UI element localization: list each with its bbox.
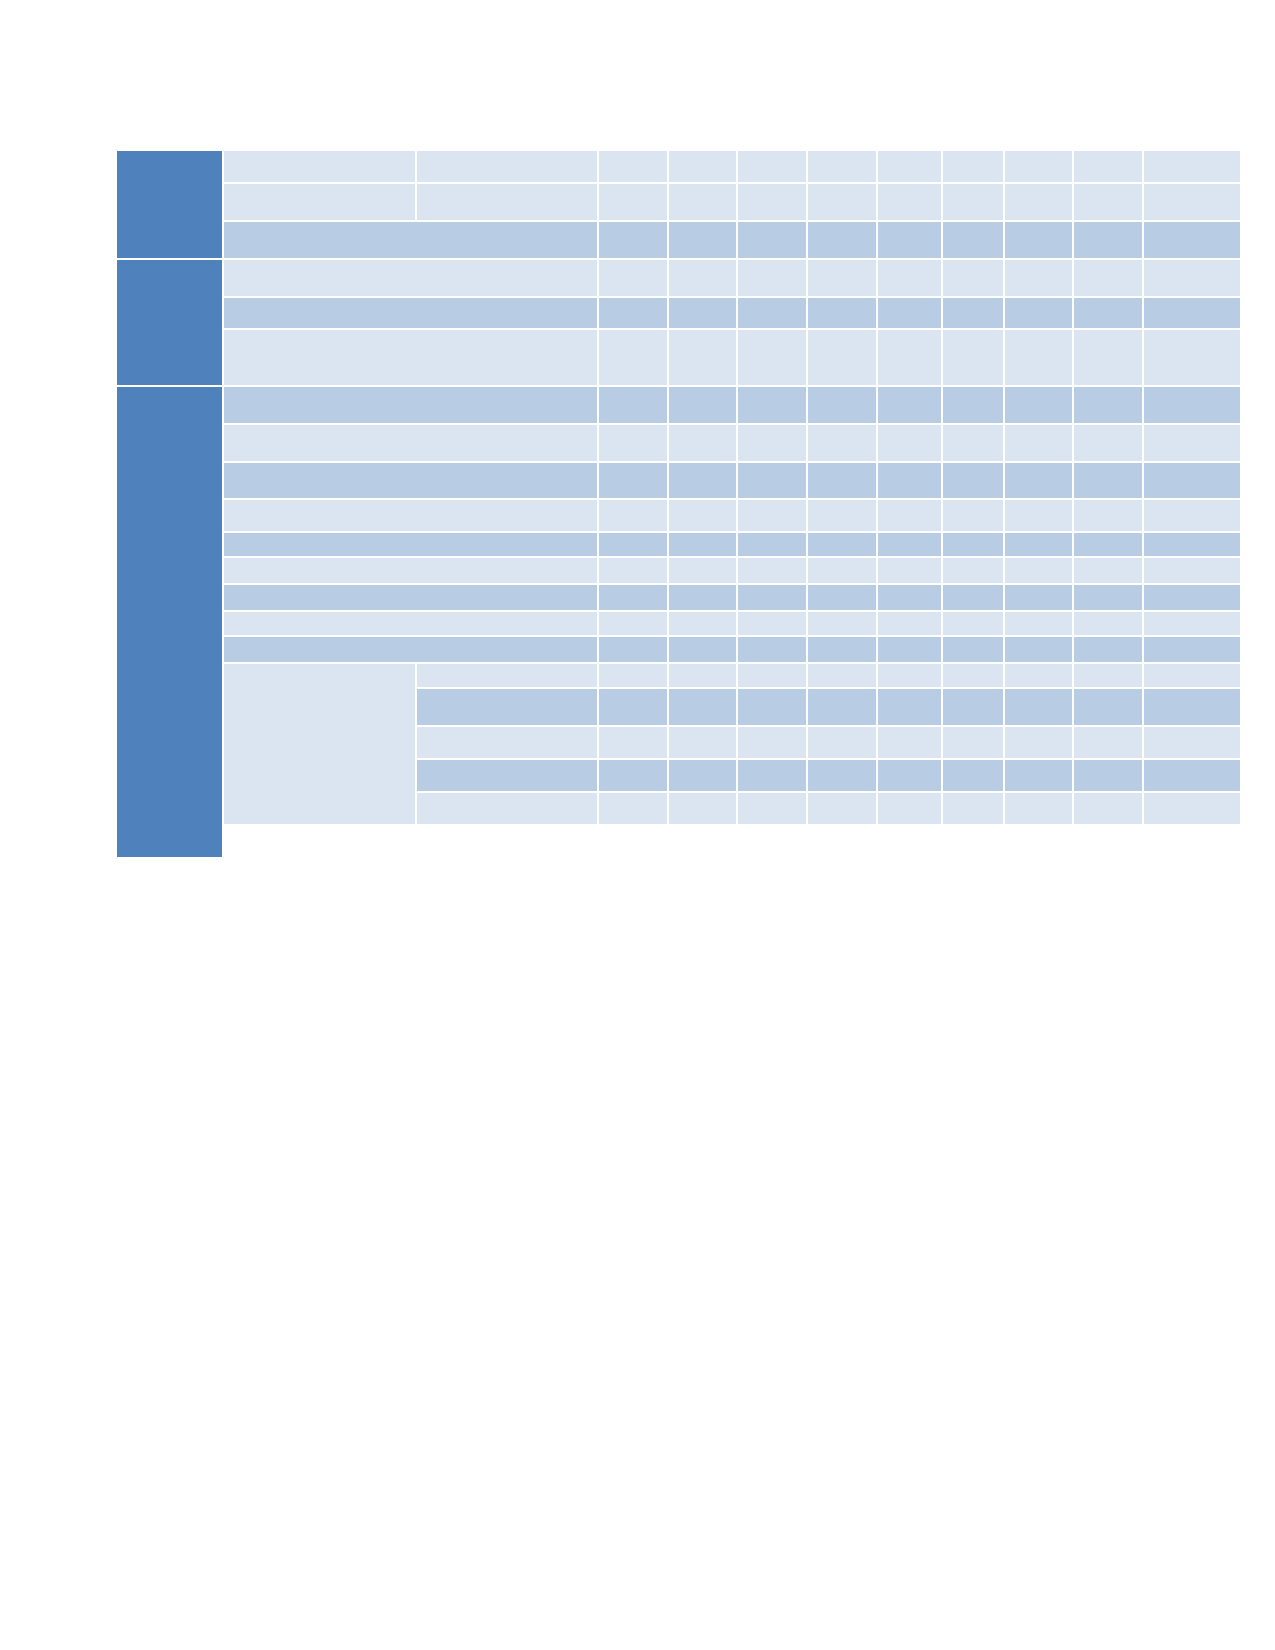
value-cell bbox=[1143, 297, 1241, 329]
value-cell bbox=[877, 150, 943, 183]
value-cell bbox=[1073, 663, 1143, 688]
value-cell bbox=[737, 726, 807, 759]
value-cell bbox=[877, 259, 943, 297]
programme-name bbox=[223, 557, 598, 584]
value-cell bbox=[877, 688, 943, 726]
value-cell bbox=[598, 688, 668, 726]
value-cell bbox=[807, 663, 877, 688]
value-cell bbox=[1073, 759, 1143, 792]
value-cell bbox=[598, 611, 668, 636]
value-cell bbox=[877, 792, 943, 825]
value-cell bbox=[1073, 532, 1143, 557]
value-cell bbox=[598, 183, 668, 221]
graduates-statistics-table bbox=[115, 149, 1242, 859]
value-cell bbox=[1004, 424, 1074, 462]
value-cell bbox=[877, 726, 943, 759]
value-cell bbox=[1004, 297, 1074, 329]
value-cell bbox=[1004, 636, 1074, 663]
general-total-label bbox=[223, 297, 598, 329]
value-cell bbox=[1073, 557, 1143, 584]
programme-name bbox=[223, 424, 598, 462]
value-cell bbox=[1004, 557, 1074, 584]
value-cell bbox=[598, 462, 668, 499]
value-cell bbox=[942, 532, 1003, 557]
value-cell bbox=[942, 584, 1003, 611]
value-cell bbox=[668, 557, 738, 584]
faculty-cell bbox=[223, 150, 416, 183]
value-cell bbox=[668, 688, 738, 726]
value-cell bbox=[807, 688, 877, 726]
value-cell bbox=[668, 663, 738, 688]
value-cell bbox=[877, 386, 943, 424]
value-cell bbox=[668, 499, 738, 532]
empty-cell bbox=[807, 329, 877, 386]
stotal-label bbox=[223, 221, 598, 259]
value-cell bbox=[942, 611, 1003, 636]
value-cell bbox=[668, 462, 738, 499]
value-cell bbox=[598, 532, 668, 557]
value-cell bbox=[807, 297, 877, 329]
empty-cell bbox=[223, 329, 598, 386]
table-row bbox=[116, 663, 1241, 688]
programme-name bbox=[223, 462, 598, 499]
session-date-cell bbox=[116, 386, 223, 858]
table-row bbox=[116, 557, 1241, 584]
value-cell bbox=[1004, 584, 1074, 611]
value-cell bbox=[1004, 259, 1074, 297]
value-cell bbox=[598, 557, 668, 584]
table-row bbox=[116, 386, 1241, 424]
value-cell bbox=[942, 183, 1003, 221]
subject-cell bbox=[416, 663, 598, 688]
value-cell bbox=[598, 259, 668, 297]
value-cell bbox=[1073, 499, 1143, 532]
programme-name bbox=[223, 532, 598, 557]
value-cell bbox=[1004, 221, 1074, 259]
value-cell bbox=[807, 611, 877, 636]
value-cell bbox=[1143, 611, 1241, 636]
value-cell bbox=[1143, 557, 1241, 584]
value-cell bbox=[1143, 759, 1241, 792]
value-cell bbox=[877, 462, 943, 499]
value-cell bbox=[877, 297, 943, 329]
value-cell bbox=[668, 259, 738, 297]
value-cell bbox=[1004, 532, 1074, 557]
value-cell bbox=[598, 150, 668, 183]
empty-cell bbox=[598, 329, 668, 386]
value-cell bbox=[737, 259, 807, 297]
value-cell bbox=[942, 386, 1003, 424]
value-cell bbox=[807, 259, 877, 297]
value-cell bbox=[1143, 792, 1241, 825]
value-cell bbox=[877, 584, 943, 611]
value-cell bbox=[1143, 150, 1241, 183]
value-cell bbox=[877, 663, 943, 688]
value-cell bbox=[1004, 183, 1074, 221]
value-cell bbox=[598, 726, 668, 759]
value-cell bbox=[1143, 663, 1241, 688]
table-row bbox=[116, 636, 1241, 663]
value-cell bbox=[807, 759, 877, 792]
subject-cell bbox=[416, 726, 598, 759]
value-cell bbox=[737, 532, 807, 557]
value-cell bbox=[668, 636, 738, 663]
empty-cell bbox=[668, 329, 738, 386]
table-row bbox=[116, 532, 1241, 557]
value-cell bbox=[1143, 221, 1241, 259]
empty-cell bbox=[1143, 329, 1241, 386]
value-cell bbox=[1143, 386, 1241, 424]
value-cell bbox=[1004, 726, 1074, 759]
value-cell bbox=[1143, 726, 1241, 759]
value-cell bbox=[598, 792, 668, 825]
value-cell bbox=[1073, 611, 1143, 636]
value-cell bbox=[807, 183, 877, 221]
value-cell bbox=[942, 297, 1003, 329]
value-cell bbox=[737, 462, 807, 499]
value-cell bbox=[942, 221, 1003, 259]
value-cell bbox=[942, 499, 1003, 532]
value-cell bbox=[877, 183, 943, 221]
subject-cell bbox=[416, 150, 598, 183]
table-row bbox=[116, 183, 1241, 221]
value-cell bbox=[1004, 462, 1074, 499]
value-cell bbox=[942, 557, 1003, 584]
value-cell bbox=[1073, 462, 1143, 499]
subject-cell bbox=[416, 792, 598, 825]
value-cell bbox=[668, 532, 738, 557]
value-cell bbox=[807, 792, 877, 825]
value-cell bbox=[807, 462, 877, 499]
faculty-cell bbox=[223, 183, 416, 221]
value-cell bbox=[942, 259, 1003, 297]
value-cell bbox=[598, 663, 668, 688]
value-cell bbox=[877, 759, 943, 792]
table-row bbox=[116, 825, 1241, 858]
table-row bbox=[116, 611, 1241, 636]
value-cell bbox=[737, 183, 807, 221]
value-cell bbox=[877, 557, 943, 584]
value-cell bbox=[1143, 183, 1241, 221]
value-cell bbox=[737, 557, 807, 584]
value-cell bbox=[668, 183, 738, 221]
value-cell bbox=[807, 221, 877, 259]
value-cell bbox=[1073, 150, 1143, 183]
empty-cell bbox=[1073, 329, 1143, 386]
programme-name bbox=[223, 386, 598, 424]
value-cell bbox=[598, 297, 668, 329]
value-cell bbox=[737, 663, 807, 688]
subject-cell bbox=[416, 688, 598, 726]
value-cell bbox=[1143, 688, 1241, 726]
table-row bbox=[116, 424, 1241, 462]
value-cell bbox=[942, 424, 1003, 462]
value-cell bbox=[737, 611, 807, 636]
value-cell bbox=[1073, 688, 1143, 726]
value-cell bbox=[1073, 386, 1143, 424]
programme-name bbox=[223, 611, 598, 636]
value-cell bbox=[668, 221, 738, 259]
value-cell bbox=[668, 424, 738, 462]
value-cell bbox=[1004, 499, 1074, 532]
value-cell bbox=[737, 792, 807, 825]
value-cell bbox=[877, 424, 943, 462]
value-cell bbox=[598, 424, 668, 462]
value-cell bbox=[807, 532, 877, 557]
table-row bbox=[116, 259, 1241, 297]
value-cell bbox=[1073, 726, 1143, 759]
value-cell bbox=[942, 150, 1003, 183]
value-cell bbox=[1073, 424, 1143, 462]
value-cell bbox=[598, 221, 668, 259]
date-cell bbox=[116, 259, 223, 386]
value-cell bbox=[942, 636, 1003, 663]
value-cell bbox=[1143, 584, 1241, 611]
value-cell bbox=[737, 221, 807, 259]
value-cell bbox=[668, 611, 738, 636]
value-cell bbox=[737, 499, 807, 532]
masters-total-label bbox=[223, 636, 598, 663]
value-cell bbox=[737, 688, 807, 726]
value-cell bbox=[877, 221, 943, 259]
value-cell bbox=[877, 499, 943, 532]
value-cell bbox=[1073, 636, 1143, 663]
value-cell bbox=[1004, 663, 1074, 688]
value-cell bbox=[668, 726, 738, 759]
value-cell bbox=[1004, 688, 1074, 726]
table-row bbox=[116, 221, 1241, 259]
value-cell bbox=[807, 636, 877, 663]
value-cell bbox=[942, 688, 1003, 726]
value-cell bbox=[1073, 183, 1143, 221]
value-cell bbox=[1143, 499, 1241, 532]
programme-name bbox=[223, 499, 598, 532]
value-cell bbox=[942, 663, 1003, 688]
value-cell bbox=[942, 462, 1003, 499]
subject-cell bbox=[416, 759, 598, 792]
value-cell bbox=[668, 150, 738, 183]
value-cell bbox=[877, 611, 943, 636]
value-cell bbox=[737, 636, 807, 663]
value-cell bbox=[1143, 462, 1241, 499]
value-cell bbox=[807, 150, 877, 183]
value-cell bbox=[737, 584, 807, 611]
value-cell bbox=[668, 386, 738, 424]
value-cell bbox=[1073, 584, 1143, 611]
value-cell bbox=[668, 792, 738, 825]
value-cell bbox=[598, 499, 668, 532]
value-cell bbox=[737, 150, 807, 183]
empty-cell bbox=[877, 329, 943, 386]
programme-name bbox=[223, 584, 598, 611]
value-cell bbox=[1143, 532, 1241, 557]
value-cell bbox=[1143, 259, 1241, 297]
value-cell bbox=[737, 386, 807, 424]
value-cell bbox=[1073, 792, 1143, 825]
value-cell bbox=[668, 297, 738, 329]
value-cell bbox=[942, 759, 1003, 792]
date-cell bbox=[116, 150, 223, 259]
value-cell bbox=[1004, 759, 1074, 792]
value-cell bbox=[1004, 386, 1074, 424]
value-cell bbox=[807, 584, 877, 611]
value-cell bbox=[668, 759, 738, 792]
value-cell bbox=[1073, 259, 1143, 297]
value-cell bbox=[737, 424, 807, 462]
value-cell bbox=[807, 386, 877, 424]
table-row bbox=[116, 462, 1241, 499]
table-row bbox=[116, 329, 1241, 386]
value-cell bbox=[942, 726, 1003, 759]
value-cell bbox=[1004, 611, 1074, 636]
table-row bbox=[116, 150, 1241, 183]
value-cell bbox=[1143, 636, 1241, 663]
value-cell bbox=[807, 424, 877, 462]
empty-cell bbox=[737, 329, 807, 386]
empty-cell bbox=[942, 329, 1003, 386]
value-cell bbox=[1004, 150, 1074, 183]
value-cell bbox=[942, 792, 1003, 825]
value-cell bbox=[598, 759, 668, 792]
value-cell bbox=[668, 584, 738, 611]
value-cell bbox=[807, 726, 877, 759]
table-row bbox=[116, 499, 1241, 532]
value-cell bbox=[737, 759, 807, 792]
table-row bbox=[116, 297, 1241, 329]
combined-label bbox=[223, 259, 598, 297]
value-cell bbox=[598, 386, 668, 424]
empty-cell bbox=[1004, 329, 1074, 386]
value-cell bbox=[807, 499, 877, 532]
value-cell bbox=[598, 584, 668, 611]
value-cell bbox=[1004, 792, 1074, 825]
value-cell bbox=[877, 636, 943, 663]
value-cell bbox=[1143, 424, 1241, 462]
value-cell bbox=[1073, 221, 1143, 259]
table-row bbox=[116, 584, 1241, 611]
value-cell bbox=[598, 636, 668, 663]
value-cell bbox=[737, 297, 807, 329]
faculty-cell bbox=[223, 663, 416, 825]
value-cell bbox=[807, 557, 877, 584]
value-cell bbox=[1073, 297, 1143, 329]
subject-cell bbox=[416, 183, 598, 221]
value-cell bbox=[877, 532, 943, 557]
